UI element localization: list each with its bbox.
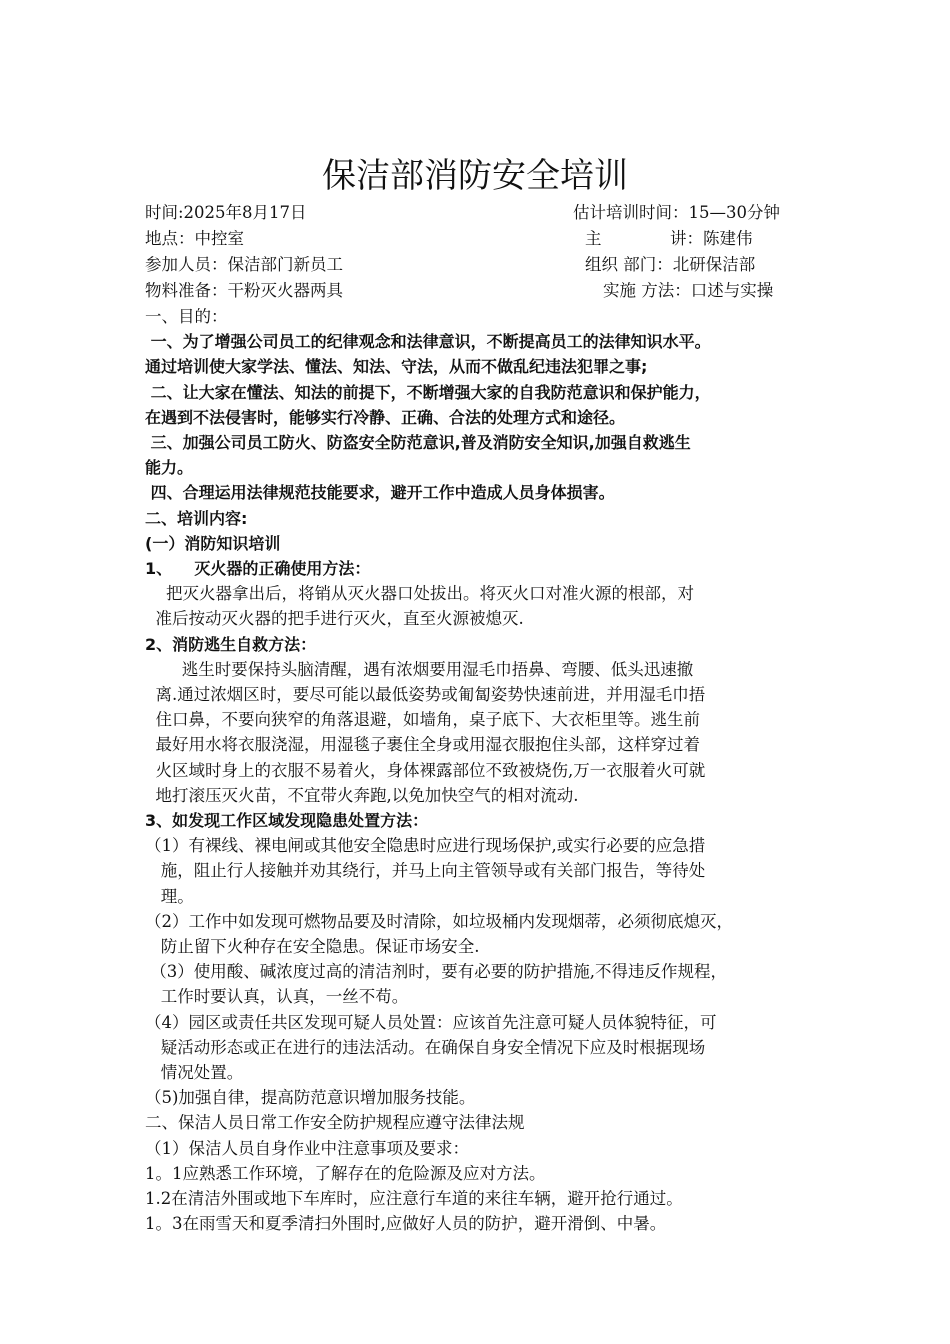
body-line: 情况处置。	[145, 1063, 244, 1082]
document-title: 保洁部消防安全培训	[322, 156, 628, 196]
body-line: 1。3在雨雪天和夏季清扫外围时,应做好人员的防护，避开滑倒、中暑。	[145, 1214, 667, 1234]
body-line: 2、消防逃生自救方法：	[145, 634, 317, 654]
body-line: 1、 灭火器的正确使用方法：	[145, 559, 371, 578]
meta-place: 地点：中控室	[145, 229, 244, 248]
body-line: 工作时要认真，认真，一丝不苟。	[145, 987, 409, 1007]
body-line: 理。	[145, 886, 194, 906]
body-line: 二、保洁人员日常工作安全防护规程应遵守法律法规	[145, 1113, 525, 1133]
body-line: 四、合理运用法律规范技能要求，避开工作中造成人员身体损害。	[145, 483, 615, 503]
body-line: 疑活动形态或正在进行的违法活动。在确保自身安全情况下应及时根据现场	[145, 1037, 706, 1057]
body-line: 逃生时要保持头脑清醒，遇有浓烟要用湿毛巾捂鼻、弯腰、低头迅速撤	[145, 659, 694, 679]
body-line: 最好用水将衣服浇湿，用湿毯子裹住全身或用湿衣服抱住头部，这样穿过着	[145, 735, 700, 755]
body-line: 三、加强公司员工防火、防盗安全防范意识,普及消防安全知识,加强自救逃生	[145, 433, 691, 452]
body-line: 在遇到不法侵害时，能够实行冷静、正确、合法的处理方式和途径。	[145, 407, 626, 427]
body-line: (一）消防知识培训	[145, 533, 281, 553]
body-line: 3、如发现工作区域发现隐患处置方法：	[145, 811, 429, 830]
meta-materials: 物料准备：干粉灭火器两具	[145, 281, 343, 300]
body-line: 准后按动灭火器的把手进行灭火，直至火源被熄灭.	[145, 609, 524, 629]
meta-attendees: 参加人员：保洁部门新员工	[145, 255, 343, 274]
body-line: 一、为了增强公司员工的纪律观念和法律意识，不断提高员工的法律知识水平。	[145, 332, 711, 352]
body-line: （1）有裸线、裸电闸或其他安全隐患时应进行现场保护,或实行必要的应急措	[145, 836, 706, 856]
body-line: 二、培训内容:	[145, 508, 248, 528]
meta-time: 时间:2025年8月17日	[145, 203, 307, 222]
body-line: （1）保洁人员自身作业中注意事项及要求：	[145, 1138, 469, 1158]
body-line: 二、让大家在懂法、知法的前提下，不断增强大家的自我防范意识和保护能力，	[145, 382, 711, 402]
meta-method: 实施 方法：口述与实操	[603, 281, 774, 300]
meta-lecturer-label: 主	[585, 229, 602, 248]
body-line: 一、目的：	[145, 307, 228, 326]
body-line: 1.2在清洁外围或地下车库时，应注意行车道的来往车辆，避开抢行通过。	[145, 1189, 683, 1208]
body-line: 把灭火器拿出后，将销从灭火器口处拔出。将灭火口对准火源的根部，对	[145, 584, 694, 604]
body-line: 火区域时身上的衣服不易着火，身体裸露部位不致被烧伤,万一衣服着火可就	[145, 760, 706, 780]
body-line: 离.通过浓烟区时，要尽可能以最低姿势或匍匐姿势快速前进，并用湿毛巾捂	[145, 685, 706, 704]
body-line: 能力。	[145, 458, 194, 478]
meta-duration: 估计培训时间：15—30分钟	[573, 203, 780, 222]
body-line: （4）园区或责任共区发现可疑人员处置：应该首先注意可疑人员体貌特征，可	[145, 1012, 717, 1032]
body-line: 通过培训使大家学法、懂法、知法、守法，从而不做乱纪违法犯罪之事;	[145, 357, 648, 377]
body-line: 住口鼻，不要向狭窄的角落退避，如墙角，桌子底下、大衣柜里等。逃生前	[145, 710, 700, 730]
meta-lecturer: 讲：陈建伟	[670, 229, 753, 248]
body-line: 施，阻止行人接触并劝其绕行，并马上向主管领导或有关部门报告，等待处	[145, 861, 706, 881]
body-line: （2）工作中如发现可燃物品要及时清除，如垃圾桶内发现烟蒂，必须彻底熄灭，	[145, 911, 733, 931]
body-line: （3）使用酸、碱浓度过高的清洁剂时，要有必要的防护措施,不得违反作规程，	[145, 962, 727, 982]
body-line: （5)加强自律，提高防范意识增加服务技能。	[145, 1088, 476, 1108]
body-line: 防止留下火种存在安全隐患。保证市场安全.	[145, 937, 480, 956]
body-line: 1。1应熟悉工作环境，了解存在的危险源及应对方法。	[145, 1163, 546, 1183]
meta-org: 组织 部门：北研保洁部	[585, 255, 756, 274]
body-line: 地打滚压灭火苗，不宜带火奔跑,以免加快空气的相对流动.	[145, 785, 579, 805]
